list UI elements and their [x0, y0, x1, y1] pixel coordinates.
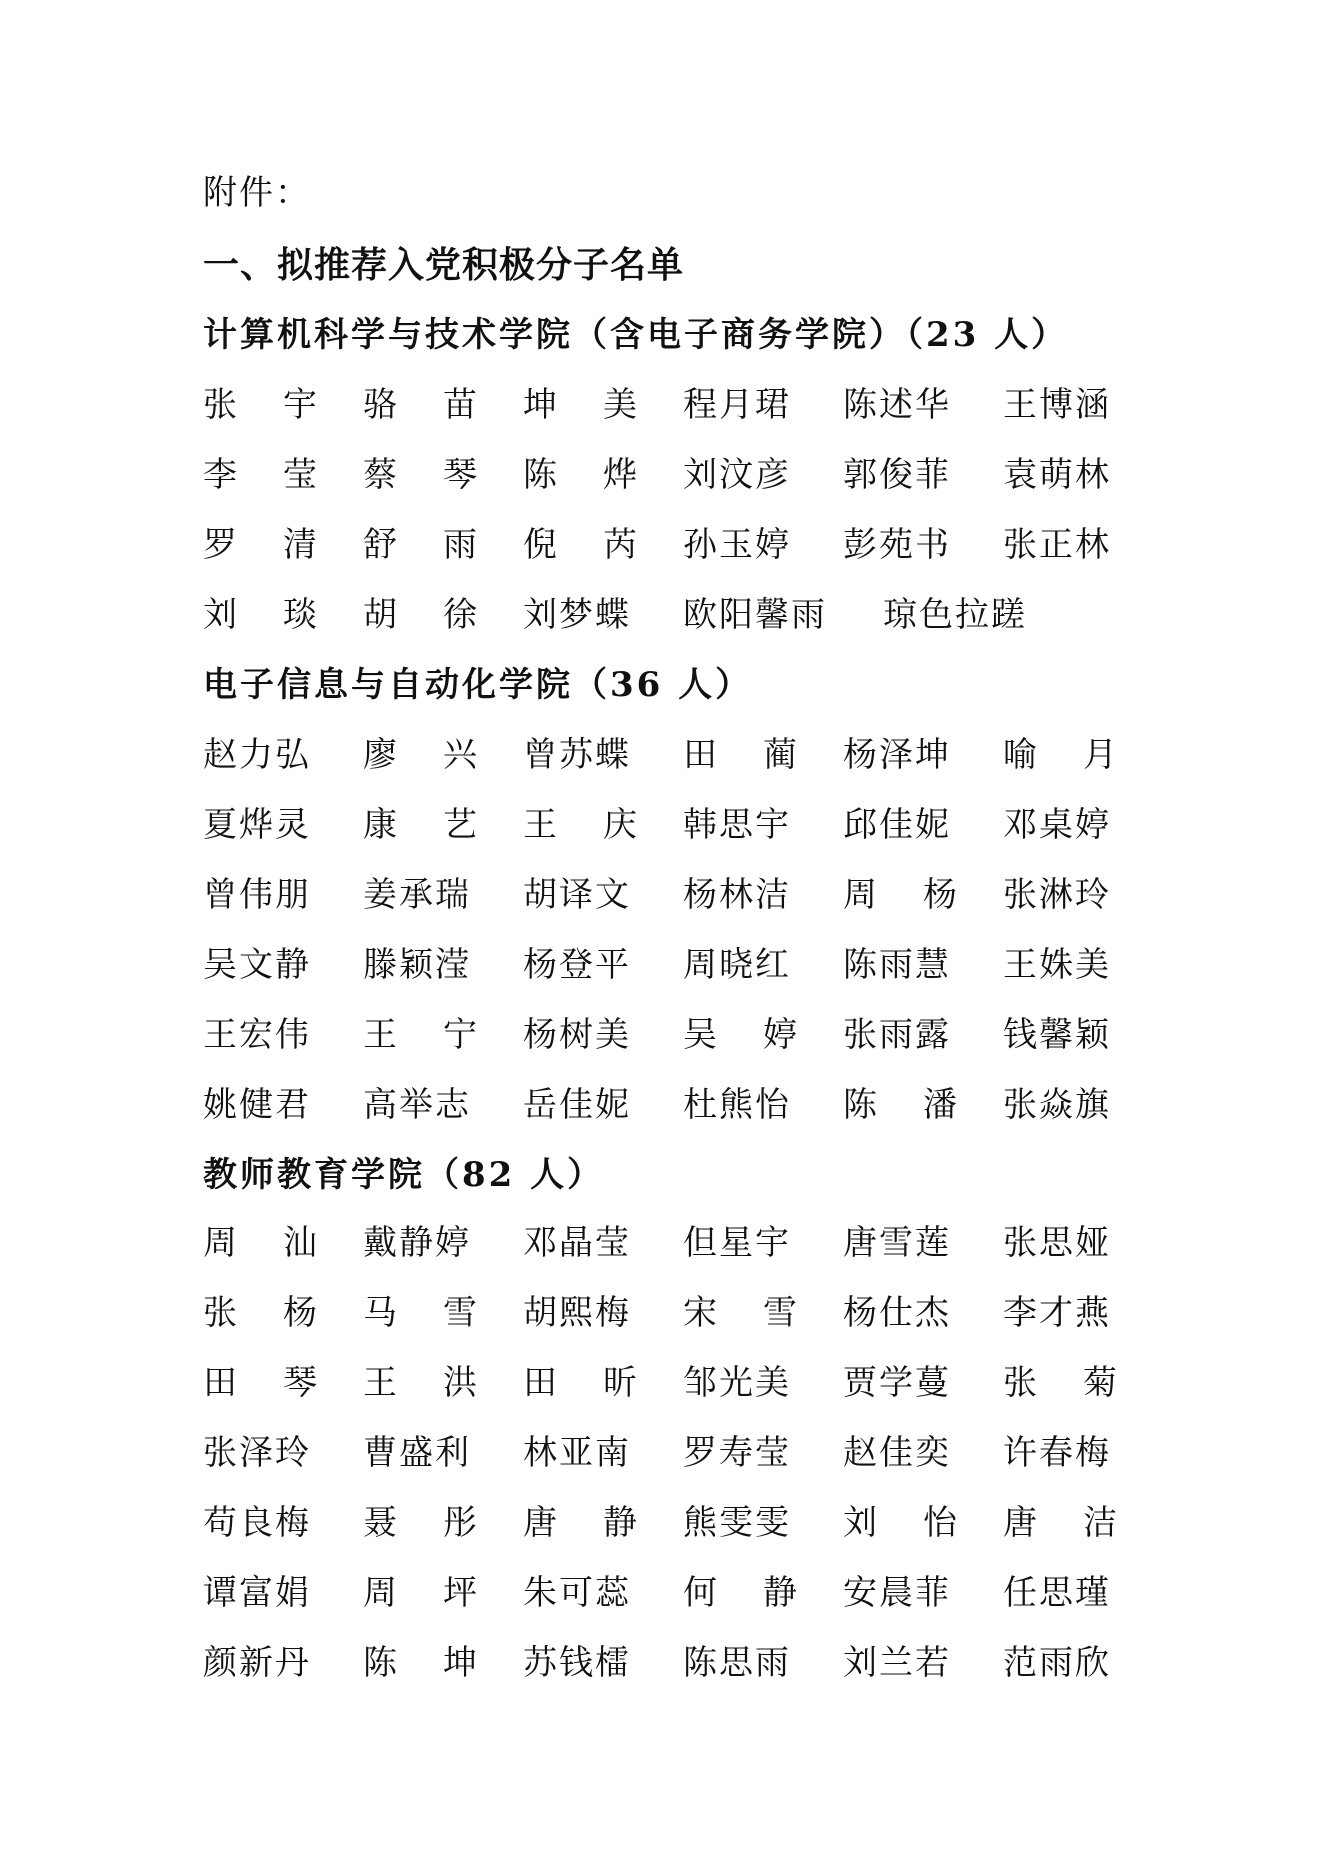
name-entry: 刘琰 — [203, 595, 363, 635]
name-entry: 琼色拉蹉 — [883, 595, 1027, 635]
name-entry: 聂彤 — [363, 1503, 523, 1543]
name-entry: 戴静婷 — [363, 1223, 471, 1263]
name-entry: 康艺 — [363, 805, 523, 845]
main-heading: 一、拟推荐入党积极分子名单 — [203, 245, 685, 286]
name-entry: 陈思雨 — [683, 1643, 791, 1683]
name-entry: 钱馨颖 — [1003, 1015, 1111, 1055]
name-entry: 郭俊菲 — [843, 455, 951, 495]
name-entry: 范雨欣 — [1003, 1643, 1111, 1683]
name-entry: 骆苗 — [363, 385, 523, 425]
name-entry: 岳佳妮 — [523, 1085, 631, 1125]
name-entry: 杨泽坤 — [843, 735, 951, 775]
name-entry: 何静 — [683, 1573, 843, 1613]
name-entry: 李莹 — [203, 455, 363, 495]
name-entry: 舒雨 — [363, 525, 523, 565]
name-entry: 刘梦蝶 — [523, 595, 631, 635]
name-entry: 宋雪 — [683, 1293, 843, 1333]
name-row — [203, 380, 1123, 430]
name-entry: 陈雨慧 — [843, 945, 951, 985]
name-entry: 苟良梅 — [203, 1503, 311, 1543]
name-row — [203, 1010, 1123, 1060]
name-entry: 马雪 — [363, 1293, 523, 1333]
name-entry: 杨树美 — [523, 1015, 631, 1055]
name-row — [203, 870, 1123, 920]
name-entry: 陈坤 — [363, 1643, 523, 1683]
name-entry: 张杨 — [203, 1293, 363, 1333]
name-entry: 张菊 — [1003, 1363, 1163, 1403]
name-entry: 杨仕杰 — [843, 1293, 951, 1333]
name-entry: 陈烨 — [523, 455, 683, 495]
name-entry: 朱可蕊 — [523, 1573, 631, 1613]
name-entry: 曾伟朋 — [203, 875, 311, 915]
name-row — [203, 1080, 1123, 1130]
name-entry: 夏烨灵 — [203, 805, 311, 845]
section-heading-electronics-automation: 电子信息与自动化学院（36 人） — [203, 665, 753, 705]
name-entry: 赵力弘 — [203, 735, 311, 775]
name-entry: 姜承瑞 — [363, 875, 471, 915]
name-entry: 周杨 — [843, 875, 1003, 915]
name-row — [203, 1568, 1123, 1618]
name-entry: 熊雯雯 — [683, 1503, 791, 1543]
attachment-label: 附件： — [203, 173, 311, 213]
name-entry: 邓晶莹 — [523, 1223, 631, 1263]
name-entry: 邱佳妮 — [843, 805, 951, 845]
name-entry: 张宇 — [203, 385, 363, 425]
name-entry: 刘兰若 — [843, 1643, 951, 1683]
name-entry: 谭富娟 — [203, 1573, 311, 1613]
name-entry: 倪芮 — [523, 525, 683, 565]
name-entry: 欧阳馨雨 — [683, 595, 827, 635]
name-entry: 罗寿莹 — [683, 1433, 791, 1473]
name-entry: 杨林洁 — [683, 875, 791, 915]
name-row — [203, 1498, 1163, 1548]
name-entry: 邹光美 — [683, 1363, 791, 1403]
name-entry: 王宁 — [363, 1015, 523, 1055]
name-row — [203, 450, 1123, 500]
name-entry: 田琴 — [203, 1363, 363, 1403]
name-row — [203, 1288, 1123, 1338]
name-entry: 王庆 — [523, 805, 683, 845]
name-entry: 罗清 — [203, 525, 363, 565]
name-entry: 李才燕 — [1003, 1293, 1111, 1333]
name-entry: 刘汶彦 — [683, 455, 791, 495]
name-entry: 姚健君 — [203, 1085, 311, 1125]
name-entry: 张雨露 — [843, 1015, 951, 1055]
name-entry: 韩思宇 — [683, 805, 791, 845]
name-entry: 贾学蔓 — [843, 1363, 951, 1403]
name-entry: 喻月 — [1003, 735, 1163, 775]
name-entry: 吴文静 — [203, 945, 311, 985]
name-entry: 唐静 — [523, 1503, 683, 1543]
name-entry: 张焱旗 — [1003, 1085, 1111, 1125]
name-entry: 任思瑾 — [1003, 1573, 1111, 1613]
name-entry: 田蔺 — [683, 735, 843, 775]
name-entry: 王洪 — [363, 1363, 523, 1403]
name-row — [203, 1428, 1123, 1478]
name-entry: 周汕 — [203, 1223, 363, 1263]
name-row — [203, 1638, 1123, 1688]
name-entry: 但星宇 — [683, 1223, 791, 1263]
name-entry: 周晓红 — [683, 945, 791, 985]
name-entry: 张泽玲 — [203, 1433, 311, 1473]
name-entry: 曾苏蝶 — [523, 735, 631, 775]
name-entry: 张正林 — [1003, 525, 1111, 565]
name-entry: 胡徐 — [363, 595, 523, 635]
name-row — [203, 1218, 1123, 1268]
name-entry: 陈述华 — [843, 385, 951, 425]
name-entry: 唐洁 — [1003, 1503, 1163, 1543]
name-entry: 杨登平 — [523, 945, 631, 985]
name-row — [203, 800, 1123, 850]
name-entry: 廖兴 — [363, 735, 523, 775]
name-entry: 滕颖滢 — [363, 945, 471, 985]
name-entry: 王姝美 — [1003, 945, 1111, 985]
name-entry: 唐雪莲 — [843, 1223, 951, 1263]
name-entry: 蔡琴 — [363, 455, 523, 495]
section-heading-teacher-education: 教师教育学院（82 人） — [203, 1155, 605, 1195]
name-entry: 颜新丹 — [203, 1643, 311, 1683]
name-entry: 苏钱檑 — [523, 1643, 631, 1683]
name-entry: 彭苑书 — [843, 525, 951, 565]
name-entry: 邓桌婷 — [1003, 805, 1111, 845]
name-entry: 程月珺 — [683, 385, 791, 425]
name-entry: 胡译文 — [523, 875, 631, 915]
name-entry: 刘怡 — [843, 1503, 1003, 1543]
name-entry: 田昕 — [523, 1363, 683, 1403]
name-entry: 林亚南 — [523, 1433, 631, 1473]
name-entry: 吴婷 — [683, 1015, 843, 1055]
section-heading-computer-science: 计算机科学与技术学院（含电子商务学院）（23 人） — [203, 315, 1069, 355]
name-entry: 周坪 — [363, 1573, 523, 1613]
name-entry: 许春梅 — [1003, 1433, 1111, 1473]
name-entry: 杜熊怡 — [683, 1085, 791, 1125]
name-entry: 坤美 — [523, 385, 683, 425]
name-row — [203, 590, 1123, 640]
name-entry: 王博涵 — [1003, 385, 1111, 425]
name-entry: 张思娅 — [1003, 1223, 1111, 1263]
name-entry: 王宏伟 — [203, 1015, 311, 1055]
name-entry: 胡熙梅 — [523, 1293, 631, 1333]
name-entry: 张淋玲 — [1003, 875, 1111, 915]
name-entry: 赵佳奕 — [843, 1433, 951, 1473]
name-row — [203, 520, 1123, 570]
name-entry: 曹盛利 — [363, 1433, 471, 1473]
name-entry: 高举志 — [363, 1085, 471, 1125]
name-entry: 孙玉婷 — [683, 525, 791, 565]
name-row — [203, 730, 1163, 780]
name-entry: 陈潘 — [843, 1085, 1003, 1125]
name-entry: 袁萌林 — [1003, 455, 1111, 495]
name-row — [203, 940, 1123, 990]
name-entry: 安晨菲 — [843, 1573, 951, 1613]
name-row — [203, 1358, 1163, 1408]
